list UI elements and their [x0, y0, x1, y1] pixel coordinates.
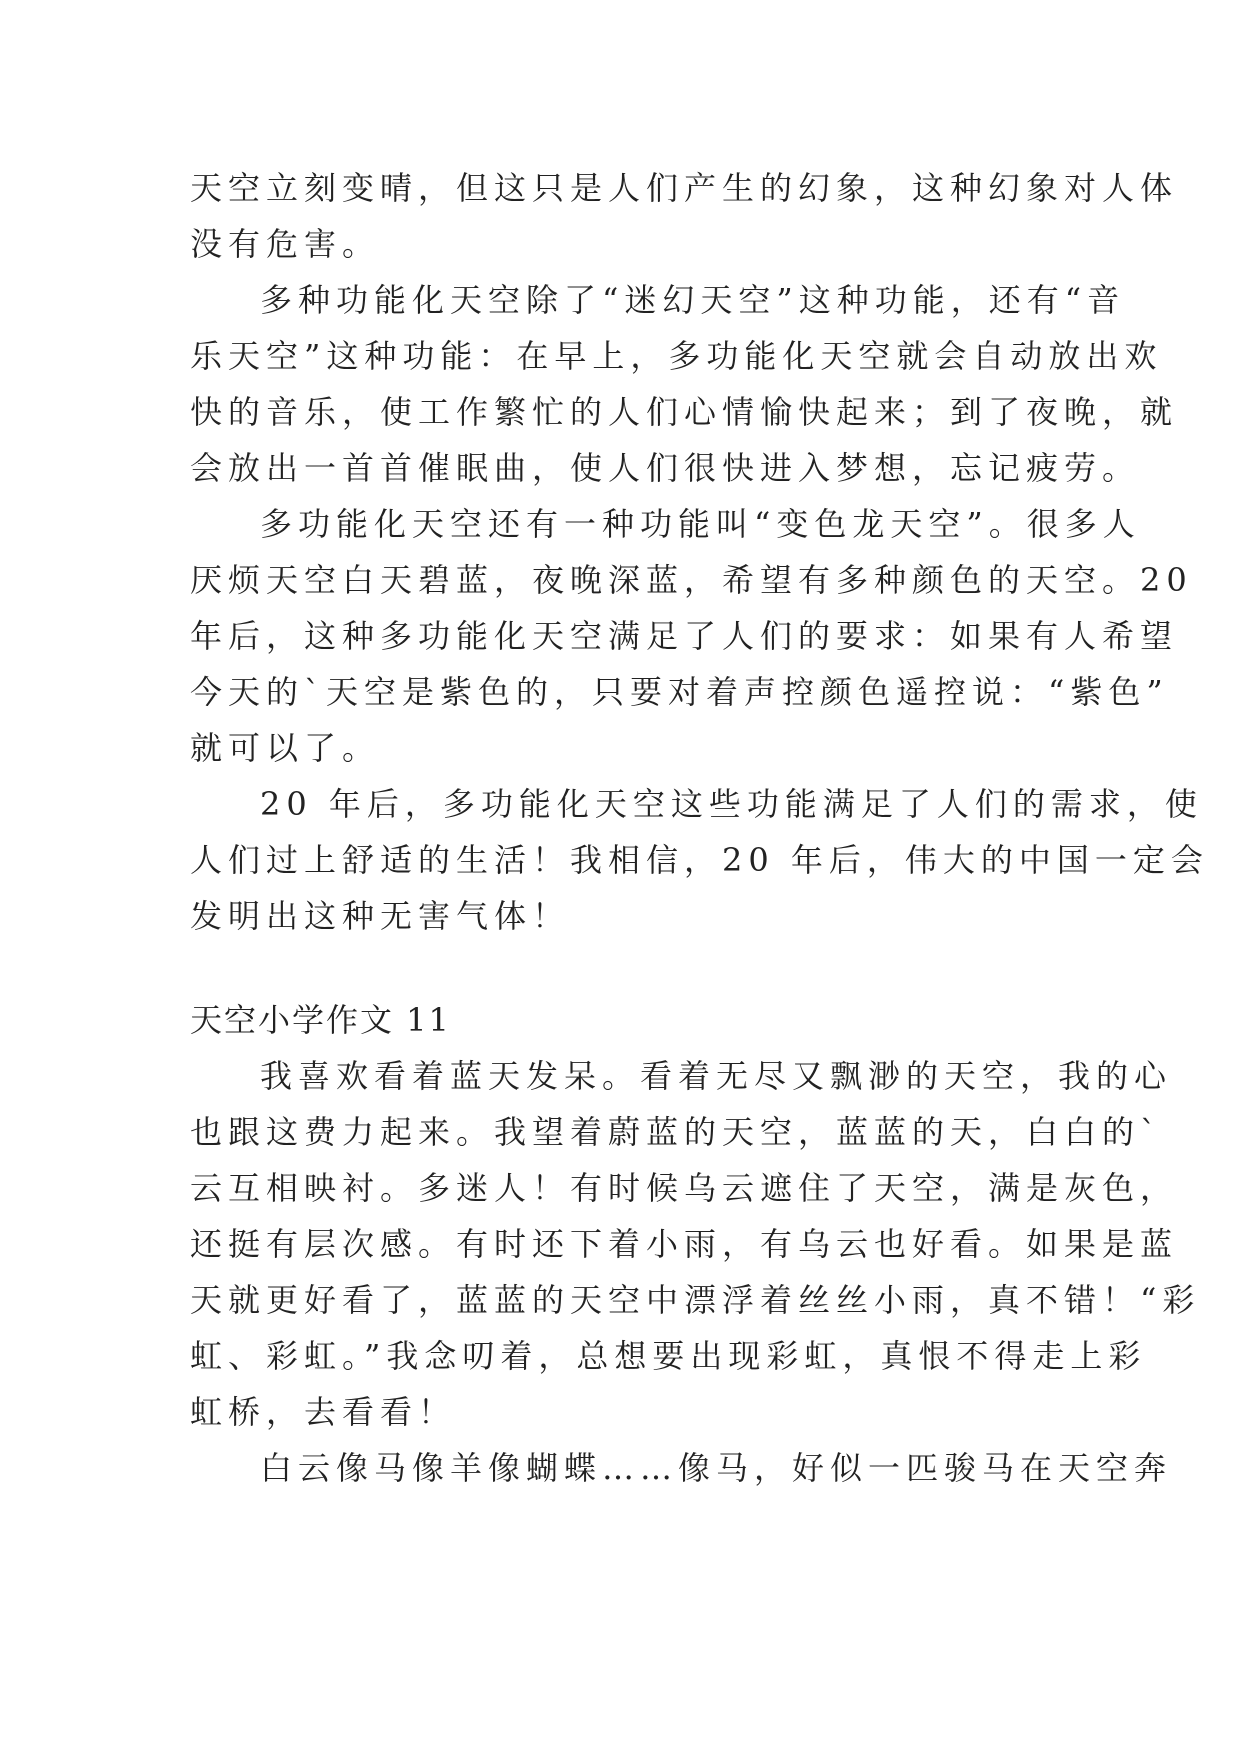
paragraph-line: 人们过上舒适的生活！我相信，20 年后，伟大的中国一定会: [190, 841, 1209, 879]
paragraph-line: 乐天空”这种功能：在早上，多功能化天空就会自动放出欢: [190, 337, 1163, 375]
paragraph-line: 多种功能化天空除了“迷幻天空”这种功能，还有“音: [260, 281, 1126, 319]
document-body: [190, 160, 1209, 1496]
paragraph-line: 天就更好看了，蓝蓝的天空中漂浮着丝丝小雨，真不错！“彩: [190, 1281, 1201, 1319]
paragraph-line: 虹桥，去看看！: [190, 1393, 457, 1431]
paragraph-line: 多功能化天空还有一种功能叫“变色龙天空”。很多人: [260, 505, 1141, 543]
paragraph-line: 快的音乐，使工作繁忙的人们心情愉快起来；到了夜晚，就: [190, 393, 1179, 431]
paragraph-line: 天空立刻变晴，但这只是人们产生的幻象，这种幻象对人体: [190, 169, 1179, 207]
paragraph-line: 虹、彩虹。”我念叨着，总想要出现彩虹，真恨不得走上彩: [190, 1337, 1147, 1375]
paragraph-line: 会放出一首首催眠曲，使人们很快进入梦想，忘记疲劳。: [190, 449, 1141, 487]
paragraph-line: 我喜欢看着蓝天发呆。看着无尽又飘渺的天空，我的心: [260, 1057, 1173, 1095]
section-title: 天空小学作文 11: [190, 1001, 451, 1039]
paragraph-line: 白云像马像羊像蝴蝶……像马，好似一匹骏马在天空奔: [260, 1449, 1173, 1487]
paragraph-line: 发明出这种无害气体！: [190, 897, 571, 935]
paragraph-line: 今天的`天空是紫色的，只要对着声控颜色遥控说：“紫色”: [190, 673, 1169, 711]
paragraph-line: 年后，这种多功能化天空满足了人们的要求：如果有人希望: [190, 617, 1179, 655]
paragraph-line: 就可以了。: [190, 729, 381, 767]
paragraph-line: 20 年后，多功能化天空这些功能满足了人们的需求，使: [260, 785, 1203, 823]
paragraph-line: 也跟这费力起来。我望着蔚蓝的天空，蓝蓝的天，白白的`: [190, 1113, 1163, 1151]
paragraph-line: 厌烦天空白天碧蓝，夜晚深蓝，希望有多种颜色的天空。20: [190, 561, 1193, 599]
section-gap: [190, 944, 1050, 992]
paragraph-line: 没有危害。: [190, 225, 381, 263]
paragraph-line: 还挺有层次感。有时还下着小雨，有乌云也好看。如果是蓝: [190, 1225, 1179, 1263]
paragraph-line: 云互相映衬。多迷人！有时候乌云遮住了天空，满是灰色，: [190, 1169, 1179, 1207]
